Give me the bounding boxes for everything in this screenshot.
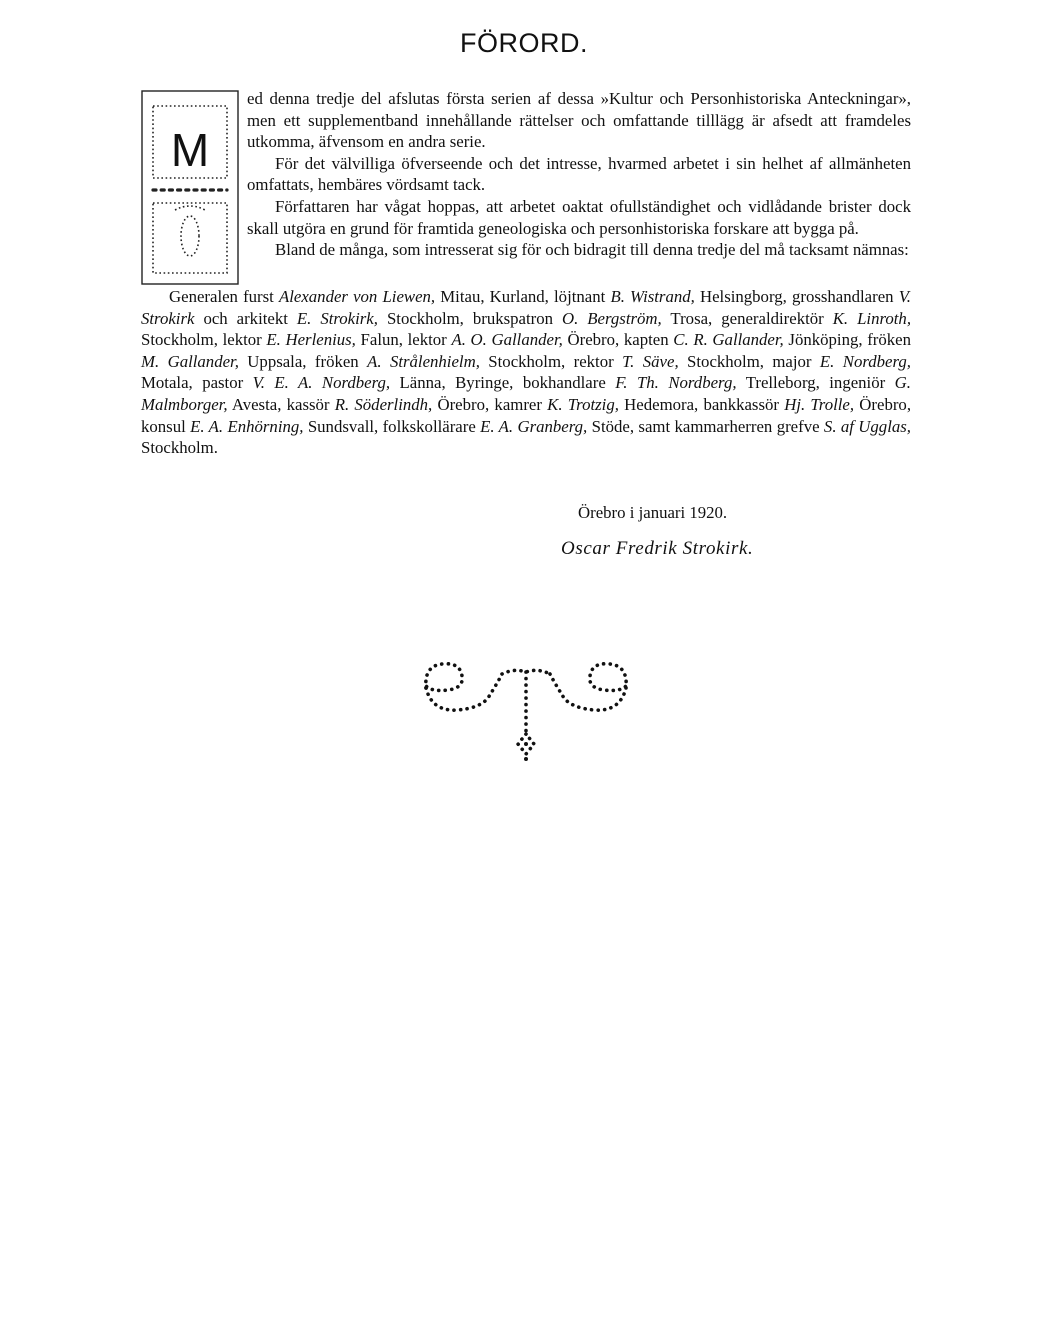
ack-title: grosshandlaren (791, 287, 899, 306)
signature: Oscar Fredrik Strokirk. (561, 538, 754, 559)
paragraph-3: Författaren har vågat hoppas, att arbetet oaktat ofullständighet och vidlådande brister dock skall utgöra en grund för framtida geneologiska och personhistoriska forskare att bygga på. (247, 196, 911, 238)
ack-title: bokhandlare (522, 373, 616, 393)
ack-place: Jönköping, (783, 330, 868, 350)
ack-title: fröken (314, 351, 368, 371)
ack-person-name: R. Söderlindh, (334, 394, 433, 414)
ack-title: kassör (286, 394, 335, 414)
acknowledgements-paragraph (141, 286, 911, 459)
drop-cap-frame-icon (141, 90, 239, 286)
ack-place: Trelleborg, (736, 373, 830, 393)
ack-place: Mitau, Kurland, (435, 287, 555, 306)
preface-text (141, 88, 911, 459)
ack-title: folkskollärare (382, 416, 481, 436)
ack-person-name: F. Th. Nordberg, (615, 373, 737, 393)
drop-cap-ornament (141, 90, 239, 286)
ack-person-name: G. Malmborger, (141, 373, 911, 414)
ack-title: lektor (407, 330, 452, 350)
ack-title: konsul (141, 416, 191, 436)
ack-title: samt kammarherren grefve (638, 416, 824, 436)
drop-cap-letter: M (170, 124, 210, 176)
ack-title: Generalen furst (169, 287, 279, 306)
ack-title: generaldirektör (721, 308, 833, 328)
ack-person-name: V. E. A. Nordberg, (252, 373, 391, 393)
closing-place-date: Örebro i januari 1920. (578, 503, 728, 522)
paragraph-4: Bland de många, som intresserat sig för och bidragit till denna tredje del må tacksamt nämnas: (275, 240, 909, 260)
ack-place: Motala, (141, 373, 203, 393)
ack-person-name: Alexander von Liewen, (278, 287, 436, 306)
ack-title: löjtnant (554, 287, 611, 306)
ack-person-name: Hj. Trolle, (784, 394, 855, 414)
ack-title: pastor (202, 373, 253, 393)
ack-title: bankkassör (703, 394, 785, 414)
ack-title: kamrer (494, 394, 548, 414)
ack-place: Stockholm, (377, 308, 473, 328)
ack-person-name: E. A. Enhörning, (190, 416, 304, 436)
ack-place: Helsingborg, (694, 287, 792, 306)
ack-place: Stockholm, (141, 330, 223, 350)
ack-title: fröken (867, 330, 912, 350)
ack-title: major (772, 351, 820, 371)
dotted-ornament-icon (418, 658, 633, 763)
ack-person-name: O. Bergström, (562, 308, 662, 328)
ack-person-name: K. Trotzig, (547, 394, 619, 414)
ack-place: Uppsala, (238, 351, 315, 371)
ack-person-name: K. Linroth, (832, 308, 912, 328)
ack-person-name: E. Nordberg, (819, 351, 911, 371)
paragraph-2: För det välvilliga öfverseende och det intresse, hvarmed arbetet i sin helhet af allmänheten omfattats, hembäres vördsamt tack. (247, 153, 911, 195)
ack-place: Stockholm. (141, 438, 218, 458)
ack-place: Örebro, (854, 394, 912, 414)
ack-title: kapten (623, 330, 674, 350)
ack-title: lektor (222, 330, 267, 350)
ack-place: Trosa, (661, 308, 722, 328)
ack-person-name: V. Strokirk (141, 287, 911, 328)
ack-person-name: E. Herlenius, (266, 330, 356, 350)
ack-person-name: S. af Ugglas, (823, 416, 911, 436)
ack-place: Örebro, (432, 394, 495, 414)
ack-place: Falun, (355, 330, 408, 350)
ack-place: Hedemora, (618, 394, 704, 414)
ack-person-name: T. Säve, (622, 351, 679, 371)
ack-place: Sundsvall, (303, 416, 383, 436)
page-title: FÖRORD. (460, 28, 588, 58)
ack-place: Länna, Byringe, (390, 373, 523, 393)
ack-person-name: E. Strokirk, (296, 308, 378, 328)
ack-place: Örebro, (562, 330, 624, 350)
ack-person-name: A. O. Gallander, (451, 330, 563, 350)
ack-title: rektor (573, 351, 623, 371)
ack-title: ingeniör (829, 373, 895, 393)
ack-title: brukspatron (472, 308, 563, 328)
ack-title: och arkitekt (203, 308, 297, 328)
ack-person-name: B. Wistrand, (610, 287, 695, 306)
ack-place: Stockholm, (678, 351, 773, 371)
ack-person-name: E. A. Granberg, (480, 416, 588, 436)
ack-person-name: M. Gallander, (141, 351, 239, 371)
ack-place: Stöde, (587, 416, 639, 436)
ack-place: Stockholm, (479, 351, 574, 371)
ack-person-name: A. Strålenhielm, (367, 351, 480, 371)
ack-person-name: C. R. Gallander, (673, 330, 784, 350)
paragraph-1: ed denna tredje del afslutas första serien af dessa »Kultur och Personhistoriska Anteckningar», men ett supplementband innehållande rättelser och omfattande tilllägg är afsedt att framdeles utkomma, äfvensom en andra serie. (247, 89, 911, 152)
ack-place: Avesta, (227, 394, 287, 414)
